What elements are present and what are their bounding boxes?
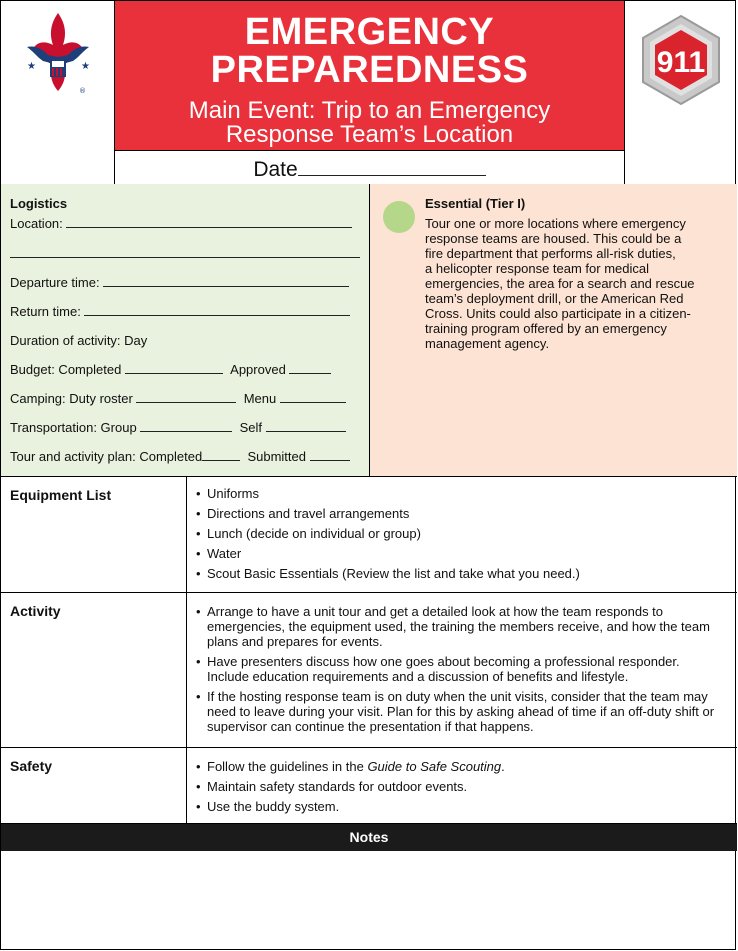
return-label: Return time:	[10, 304, 81, 319]
location-field-2[interactable]	[10, 246, 360, 261]
safety-text: .	[501, 759, 505, 774]
essential-line: fire department that performs all-risk duties,	[425, 246, 676, 261]
tour-completed-blank[interactable]	[202, 449, 240, 461]
notes-header: Notes	[1, 824, 737, 851]
section-divider	[186, 748, 187, 823]
activity-list	[195, 604, 720, 739]
activity-section	[1, 593, 737, 748]
transportation-field[interactable]	[10, 420, 346, 435]
list-item: • Have presenters discuss how one goes about becoming a professional responder. Include education requirements and a discussion of benefits and lifestyle.	[195, 654, 720, 684]
budget-approved-blank[interactable]	[289, 362, 331, 374]
svg-text:®: ®	[79, 87, 86, 95]
camping-duty-label: Camping: Duty roster	[10, 391, 133, 406]
header	[1, 1, 737, 185]
logistics-panel	[1, 184, 370, 477]
safety-section	[1, 748, 737, 824]
departure-label: Departure time:	[10, 275, 100, 290]
bsa-logo-icon	[13, 11, 103, 103]
list-item: • Directions and travel arrangements	[195, 506, 720, 521]
transport-self-label: Self	[239, 420, 262, 435]
title-line-2: PREPAREDNESS	[210, 49, 529, 91]
list-item: • Maintain safety standards for outdoor events.	[195, 779, 720, 794]
departure-field[interactable]	[10, 275, 349, 290]
list-item: • Water	[195, 546, 720, 561]
tour-plan-field[interactable]	[10, 449, 350, 464]
budget-approved-label: Approved	[230, 362, 286, 377]
tour-submitted-label: Submitted	[247, 449, 306, 464]
guide-title: Guide to Safe Scouting	[367, 759, 502, 774]
budget-field[interactable]	[10, 362, 331, 377]
location-blank-2[interactable]	[10, 246, 360, 258]
return-blank[interactable]	[84, 304, 350, 316]
essential-panel	[370, 184, 737, 477]
safety-list	[195, 759, 720, 819]
location-label: Location:	[10, 216, 63, 231]
equipment-section	[1, 477, 737, 593]
return-field[interactable]	[10, 304, 350, 319]
list-item: • Lunch (decide on individual or group)	[195, 526, 720, 541]
budget-completed-label: Budget: Completed	[10, 362, 122, 377]
svg-text:★: ★	[27, 61, 36, 72]
transport-self-blank[interactable]	[266, 420, 346, 432]
page-subtitle	[115, 99, 624, 147]
transport-group-blank[interactable]	[140, 420, 232, 432]
essential-line: management agency.	[425, 336, 550, 351]
notes-area[interactable]	[1, 851, 737, 951]
tier-dot-icon	[383, 201, 415, 233]
essential-line: emergencies, the area for a search and rescue	[425, 276, 695, 291]
911-badge-icon	[635, 14, 727, 106]
essential-line: response teams are housed. This could be a	[425, 231, 682, 246]
badge-cell	[624, 1, 737, 184]
essential-line: Cross. Units could also participate in a citizen-	[425, 306, 691, 321]
equipment-list	[195, 486, 720, 586]
date-label: Date	[253, 158, 298, 181]
list-item: • Arrange to have a unit tour and get a detailed look at how the team responds to emergencies, the equipment used, the training the members receive, and how the team plans and prepares for events.	[195, 604, 720, 649]
duration-label: Duration of activity: Day	[10, 333, 148, 348]
list-item: • Scout Basic Essentials (Review the list and take what you need.)	[195, 566, 720, 581]
title-line-1: EMERGENCY	[244, 11, 495, 53]
essential-description	[425, 216, 720, 351]
essential-line: training program offered by an emergency	[425, 321, 667, 336]
essential-title: Essential (Tier I)	[425, 196, 526, 211]
budget-completed-blank[interactable]	[125, 362, 223, 374]
essential-line: team’s deployment drill, or the American Red	[425, 291, 684, 306]
duration-field	[10, 333, 147, 348]
list-item: • Uniforms	[195, 486, 720, 501]
list-item	[195, 759, 720, 774]
svg-text:★: ★	[81, 61, 90, 72]
camping-duty-blank[interactable]	[136, 391, 236, 403]
essential-line: a helicopter response team for medical	[425, 261, 650, 276]
camping-field[interactable]	[10, 391, 346, 406]
date-field[interactable]	[115, 151, 624, 184]
equipment-label: Equipment List	[10, 487, 112, 503]
essential-line: Tour one or more locations where emergency	[425, 216, 686, 231]
svg-text:911: 911	[656, 46, 706, 79]
page-title	[115, 13, 624, 89]
camping-menu-blank[interactable]	[280, 391, 346, 403]
camping-menu-label: Menu	[243, 391, 277, 406]
logo-cell	[1, 1, 115, 184]
subtitle-line-2: Response Team’s Location	[225, 121, 514, 148]
tour-completed-label: Tour and activity plan: Completed	[10, 449, 203, 464]
departure-blank[interactable]	[103, 275, 349, 287]
location-blank[interactable]	[66, 216, 352, 228]
title-banner	[115, 1, 624, 151]
location-field[interactable]	[10, 216, 352, 231]
safety-text: Follow the guidelines in the	[207, 759, 368, 774]
section-divider	[186, 593, 187, 747]
list-item: • Use the buddy system.	[195, 799, 720, 814]
tour-submitted-blank[interactable]	[310, 449, 350, 461]
activity-label: Activity	[10, 603, 61, 619]
section-divider	[186, 477, 187, 592]
subtitle-line-1: Main Event: Trip to an Emergency	[188, 97, 551, 124]
list-item: • If the hosting response team is on duty when the unit visits, consider that the team may need to leave during your visit. Plan for this by asking ahead of time if an off-duty shift or supervisor can continue the presentation if that happens.	[195, 689, 720, 734]
transport-group-label: Transportation: Group	[10, 420, 137, 435]
date-blank[interactable]	[298, 164, 486, 176]
safety-label: Safety	[10, 758, 53, 774]
logistics-title: Logistics	[10, 196, 68, 211]
